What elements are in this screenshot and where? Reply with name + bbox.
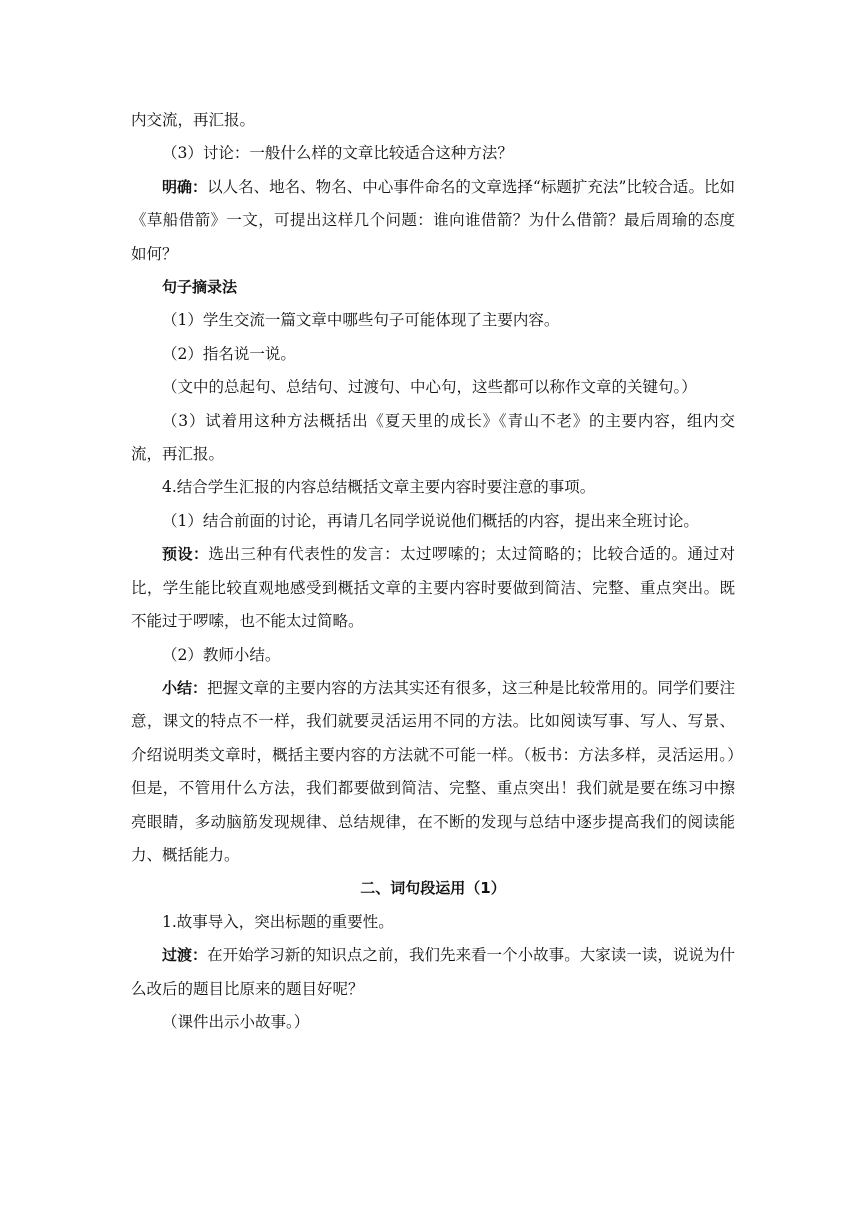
paragraph [131,906,735,939]
paragraph-lead: 明确： [162,177,208,196]
document-body [131,104,735,1039]
subheading-text: 句子摘录法 [162,278,238,297]
paragraph-text: 以人名、地名、物名、中心事件命名的文章选择“标题扩充法”比较合适。比如《草船借箭》一文，可提出这样几个问题：谁向谁借箭？为什么借箭？最后周瑜的态度如何？ [131,177,735,263]
paragraph-text: （3）试着用这种方法概括出《夏天里的成长》《青山不老》的主要内容，组内交流，再汇报。 [131,411,735,464]
paragraph [131,639,735,672]
paragraph-lead: 小结： [162,678,208,697]
paragraph [131,338,735,371]
paragraph [131,505,735,538]
paragraph [131,137,735,170]
paragraph-text: 内交流，再汇报。 [131,111,256,129]
paragraph [131,104,735,137]
paragraph-text: 4.结合学生汇报的内容总结概括文章主要内容时要注意的事项。 [162,478,596,497]
paragraph-lead: 过渡： [162,946,208,965]
paragraph-text: 选出三种有代表性的发言：太过啰嗦的；太过简略的；比较合适的。通过对比，学生能比较直观地感受到概括文章的主要内容时要做到简洁、完整、重点突出。既不能过于啰嗦，也不能太过简略。 [131,545,735,631]
paragraph-text: 把握文章的主要内容的方法其实还有很多，这三种是比较常用的。同学们要注意，课文的特点不一样，我们就要灵活运用不同的方法。比如阅读写事、写人、写景、介绍说明类文章时，概括主要内容的方法就不可能一样。（板书：方法多样，灵活运用。）但是，不管用什么方法，我们都要做到简洁、完整、重点突出！我们就是要在练习中擦亮眼睛，多动脑筋发现规律、总结规律，在不断的发现与总结中逐步提高我们的阅读能力、概括能力。 [131,678,735,864]
paragraph-text: （文中的总起句、总结句、过渡句、中心句，这些都可以称作文章的关键句。） [162,378,697,397]
paragraph-text: 1.故事导入，突出标题的重要性。 [162,912,394,931]
paragraph-text: 在开始学习新的知识点之前，我们先来看一个小故事。大家读一读，说说为什么改后的题目比原来的题目好呢？ [131,946,735,998]
paragraph [131,304,735,337]
paragraph [131,371,735,404]
section-heading [131,872,735,905]
paragraph-text: （1）结合前面的讨论，再请几名同学说说他们概括的内容，提出来全班讨论。 [162,511,699,530]
paragraph-text: （课件出示小故事。） [162,1012,310,1031]
paragraph-summary [131,672,735,872]
paragraph-text: （3）讨论：一般什么样的文章比较适合这种方法？ [162,144,513,163]
paragraph [131,1006,735,1039]
paragraph-preset [131,538,735,638]
paragraph-clarify [131,171,735,271]
paragraph-text: （2）指名说一说。 [162,344,296,363]
section-subheading [131,271,735,304]
paragraph-text: （2）教师小结。 [162,645,281,664]
paragraph-transition [131,939,735,1006]
section-heading-text: 二、词句段运用（1） [360,879,506,898]
paragraph-lead: 预设： [162,545,209,564]
paragraph [131,405,735,472]
paragraph [131,471,735,504]
paragraph-text: （1）学生交流一篇文章中哪些句子可能体现了主要内容。 [162,311,560,330]
